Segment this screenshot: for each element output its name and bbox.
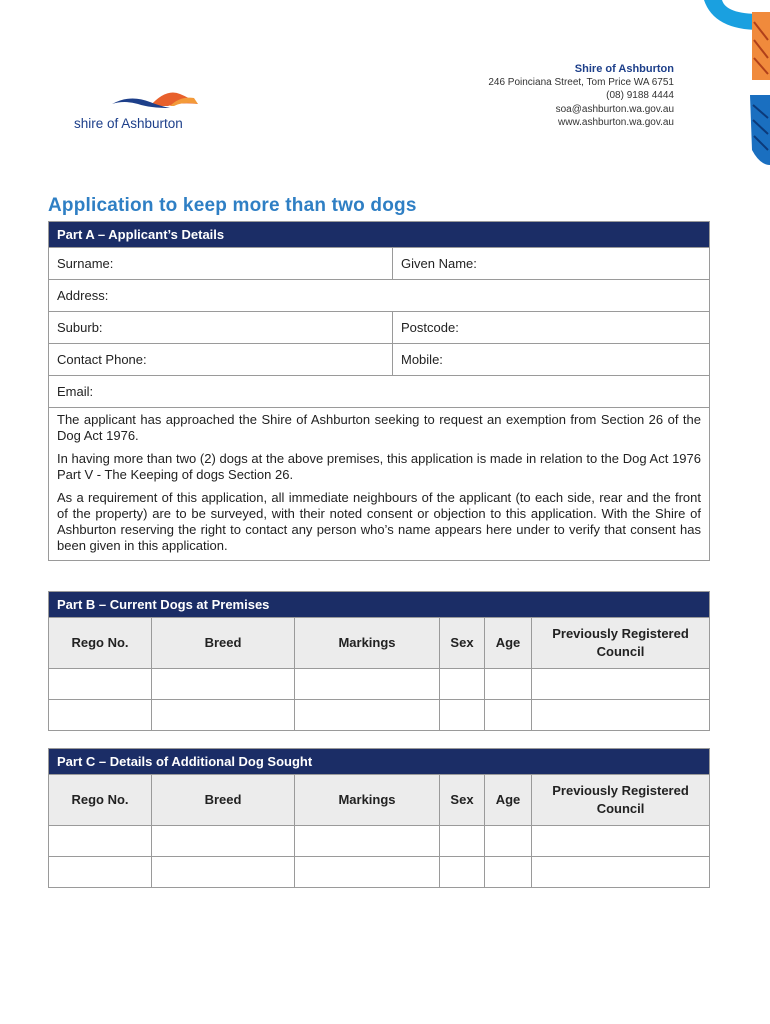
part-b-table	[48, 591, 710, 731]
part-a-heading: Part A – Applicant’s Details	[49, 222, 710, 248]
markings-cell[interactable]	[295, 857, 440, 888]
org-name: Shire of Ashburton	[574, 63, 674, 75]
part-c-heading: Part C – Details of Additional Dog Sought	[49, 749, 710, 775]
rego-cell[interactable]	[49, 857, 152, 888]
column-header-rego: Rego No.	[49, 618, 152, 669]
statement-paragraph: In having more than two (2) dogs at the above premises, this application is made in relation to the Dog Act 1976 Part V - The Keeping of dogs Section 26.	[57, 451, 701, 482]
markings-cell[interactable]	[295, 826, 440, 857]
corner-decoration	[690, 0, 770, 170]
previous-council-cell[interactable]	[532, 700, 710, 731]
rego-cell[interactable]	[49, 669, 152, 700]
markings-cell[interactable]	[295, 669, 440, 700]
column-header-breed: Breed	[152, 775, 295, 826]
suburb-field[interactable]: Suburb:	[49, 312, 393, 344]
part-b-heading: Part B – Current Dogs at Premises	[49, 592, 710, 618]
age-cell[interactable]	[485, 857, 532, 888]
markings-cell[interactable]	[295, 700, 440, 731]
column-header-previous-council: Previously Registered Council	[532, 618, 710, 669]
page-title: Application to keep more than two dogs	[48, 195, 417, 216]
org-website[interactable]: www.ashburton.wa.gov.au	[558, 116, 674, 128]
column-header-age: Age	[485, 618, 532, 669]
column-header-previous-council: Previously Registered Council	[532, 775, 710, 826]
previous-council-cell[interactable]	[532, 857, 710, 888]
shire-logo-icon	[110, 84, 200, 114]
mobile-field[interactable]: Mobile:	[393, 344, 710, 376]
logo-text: shire of Ashburton	[74, 116, 183, 131]
surname-field[interactable]: Surname:	[49, 248, 393, 280]
column-header-sex: Sex	[440, 775, 485, 826]
rego-cell[interactable]	[49, 700, 152, 731]
column-header-markings: Markings	[295, 618, 440, 669]
statement-paragraph: As a requirement of this application, all immediate neighbours of the applicant (to each side, rear and the front of the property) are to be surveyed, with their noted consent or objection to this application. With the Shire of Ashburton reserving the right to contact any person who’s name appears here under to verify that consent has been given in this application.	[57, 490, 701, 553]
previous-council-cell[interactable]	[532, 669, 710, 700]
table-row	[49, 826, 710, 857]
address-field[interactable]: Address:	[49, 280, 710, 312]
table-row	[49, 700, 710, 731]
email-field[interactable]: Email:	[49, 376, 710, 408]
rego-cell[interactable]	[49, 826, 152, 857]
organisation-contact	[488, 63, 674, 129]
age-cell[interactable]	[485, 700, 532, 731]
statement-paragraph: The applicant has approached the Shire of Ashburton seeking to request an exemption from Section 26 of the Dog Act 1976.	[57, 412, 701, 443]
org-phone: (08) 9188 4444	[606, 90, 674, 102]
sex-cell[interactable]	[440, 700, 485, 731]
org-address: 246 Poinciana Street, Tom Price WA 6751	[488, 77, 674, 89]
part-a-table	[48, 221, 710, 561]
column-header-breed: Breed	[152, 618, 295, 669]
column-header-age: Age	[485, 775, 532, 826]
breed-cell[interactable]	[152, 826, 295, 857]
breed-cell[interactable]	[152, 857, 295, 888]
previous-council-cell[interactable]	[532, 826, 710, 857]
sex-cell[interactable]	[440, 857, 485, 888]
exemption-statement	[49, 408, 710, 561]
column-header-sex: Sex	[440, 618, 485, 669]
sex-cell[interactable]	[440, 826, 485, 857]
age-cell[interactable]	[485, 826, 532, 857]
sex-cell[interactable]	[440, 669, 485, 700]
org-email[interactable]: soa@ashburton.wa.gov.au	[555, 103, 674, 115]
age-cell[interactable]	[485, 669, 532, 700]
contact-phone-field[interactable]: Contact Phone:	[49, 344, 393, 376]
breed-cell[interactable]	[152, 669, 295, 700]
breed-cell[interactable]	[152, 700, 295, 731]
table-row	[49, 857, 710, 888]
postcode-field[interactable]: Postcode:	[393, 312, 710, 344]
given-name-field[interactable]: Given Name:	[393, 248, 710, 280]
column-header-rego: Rego No.	[49, 775, 152, 826]
part-c-table	[48, 748, 710, 888]
column-header-markings: Markings	[295, 775, 440, 826]
shire-logo	[74, 84, 204, 134]
table-row	[49, 669, 710, 700]
